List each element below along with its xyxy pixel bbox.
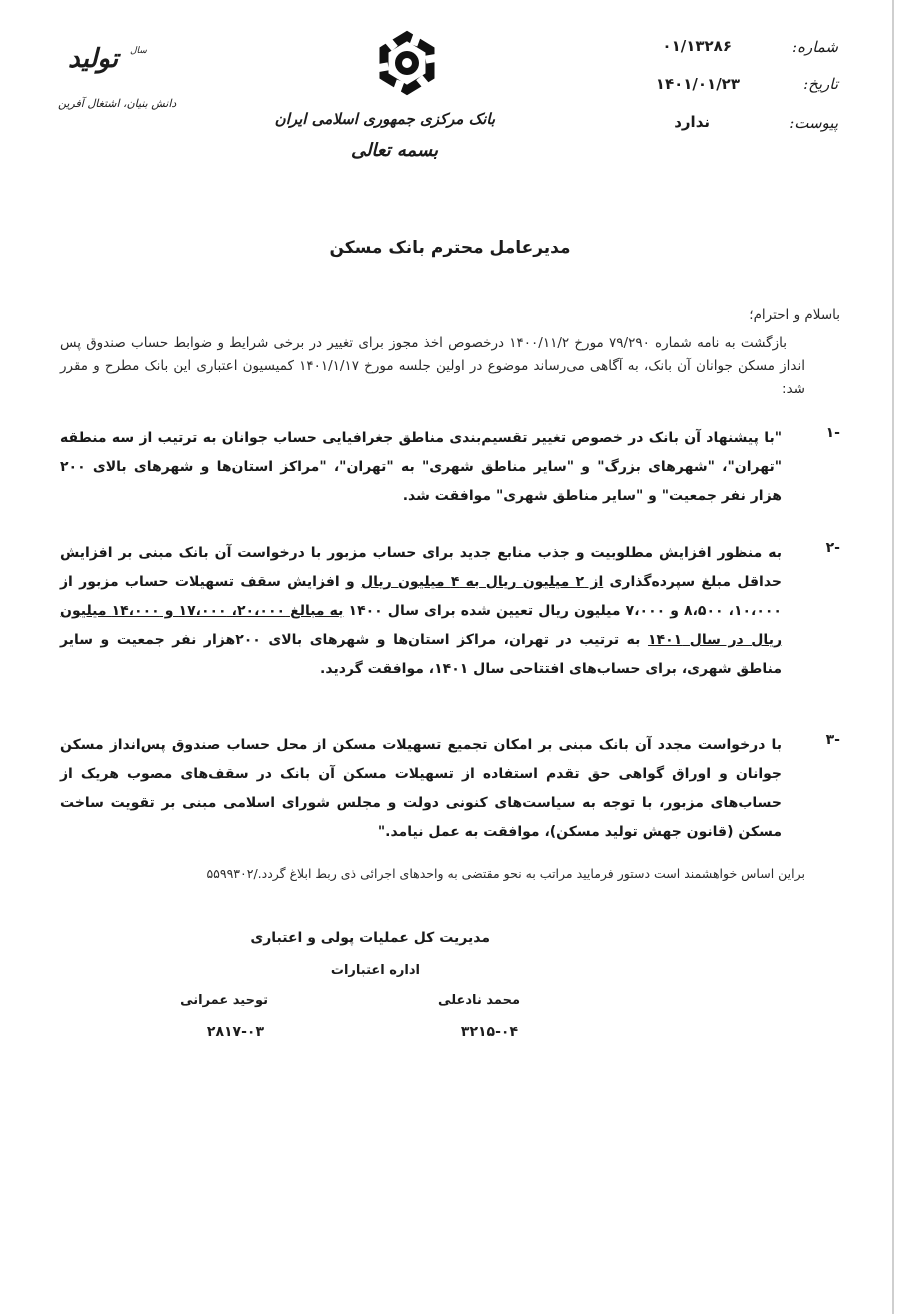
slogan-brand: تولید [68,44,119,74]
item-1-number: ۱- [825,425,840,441]
item-2-part-3: به ترتیب در تهران، مراکز استان‌ها و شهرهای بالای ۲۰۰هزار نفر جمعیت و سایر مناطق شهری، برای حساب‌های افتتاحی سال ۱۴۰۱، موافقت گردید. [60,632,782,677]
date-value: ۱۴۰۱/۰۱/۲۳ [655,75,740,93]
signer-1-code: ۳۲۱۵-۰۴ [460,1024,518,1040]
number-label: شماره: [792,38,838,56]
intro-paragraph: بازگشت به نامه شماره ۷۹/۲۹۰ مورخ ۱۴۰۰/۱۱/۲ درخصوص اخذ مجوز برای تغییر در برخی شرایط و ضوابط حساب صندوق پس انداز مسکن جوانان آن بانک، به آگاهی می‌رساند موضوع در اولین جلسه مورخ ۱۴۰۱/۱/۱۷ کمیسیون اعتباری این بانک مطرح و مقرر شد: [60,335,805,397]
central-bank-emblem-icon [372,28,442,98]
item-2-part-1: به منظور افزایش مطلوبیت و جذب منابع جدید برای حساب مزبور با درخواست آن بانک مبنی بر افزایش حداقل مبلغ سپرده‌گذاری [60,545,782,590]
calligraphy-heading: بسمه تعالی [350,140,438,161]
date-label: تاریخ: [803,75,838,93]
item-2-underline-2: به مبالغ ۲۰،۰۰۰، ۱۷،۰۰۰ و ۱۴،۰۰۰ میلیون ریال در سال ۱۴۰۱ [60,603,783,648]
item-2-underline-1: از ۲ میلیون ریال به ۴ میلیون ریال [360,574,604,590]
attachment-label: پیوست: [789,114,838,132]
signature-office: اداره اعتبارات [330,963,420,978]
item-2-text [60,539,782,684]
item-3-text: با درخواست مجدد آن بانک مبنی بر امکان تجمیع تسهیلات مسکن از محل حساب صندوق پس‌انداز مسکن جوانان و اوراق گواهی حق تقدم استفاده از تسهیلات مسکن آن بانک در سقف‌های مصوب هریک از حساب‌های مزبور، با توجه به سیاست‌های کنونی دولت و مجلس شورای اسلامی مبنی بر تقویت ساخت مسکن (قانون جهش تولید مسکن)، موافقت به عمل نیامد." [60,737,782,840]
signer-1-name: محمد نادعلی [438,993,520,1008]
salutation: باسلام و احترام؛ [749,307,840,323]
attachment-value: ندارد [674,113,710,131]
closing-line: براین اساس خواهشمند است دستور فرمایید مراتب به نحو مقتضی به واحدهای اجرائی ذی ربط ابلاغ گردد./۵۵۹۹۳۰۲ [206,866,805,881]
slogan-motto: دانش بنیان، اشتغال آفرین [58,97,177,110]
page-edge [892,0,894,1314]
item-3-number: ۳- [825,732,840,748]
bank-name: بانک مرکزی جمهوری اسلامی ایران [274,110,495,128]
slogan-year-tag: سال [130,46,147,56]
signer-2-code: ۲۸۱۷-۰۳ [206,1024,264,1040]
number-value: ۰۱/۱۳۲۸۶ [662,37,732,55]
item-2-number: ۲- [825,540,840,556]
item-1-text: "با پیشنهاد آن بانک در خصوص تغییر تقسیم‌بندی مناطق جغرافیایی حساب جوانان به ترتیب از سه منطقه "تهران"، "شهرهای بزرگ" و "سایر مناطق شهری" به "تهران"، "مراکز استان‌ها و شهرهای بالای ۲۰۰ هزار نفر جمعیت" و "سایر مناطق شهری" موافقت شد. [60,430,782,504]
recipient-title: مدیرعامل محترم بانک مسکن [329,238,571,258]
signer-2-name: توحید عمرانی [180,993,268,1008]
item-2-part-2: و افزایش سقف تسهیلات حساب مزبور از ۱۰،۰۰۰، ۸،۵۰۰ و ۷،۰۰۰ میلیون ریال تعیین شده برای سال ۱۴۰۰ [60,574,782,619]
signature-department: مدیریت کل عملیات پولی و اعتباری [250,930,490,946]
